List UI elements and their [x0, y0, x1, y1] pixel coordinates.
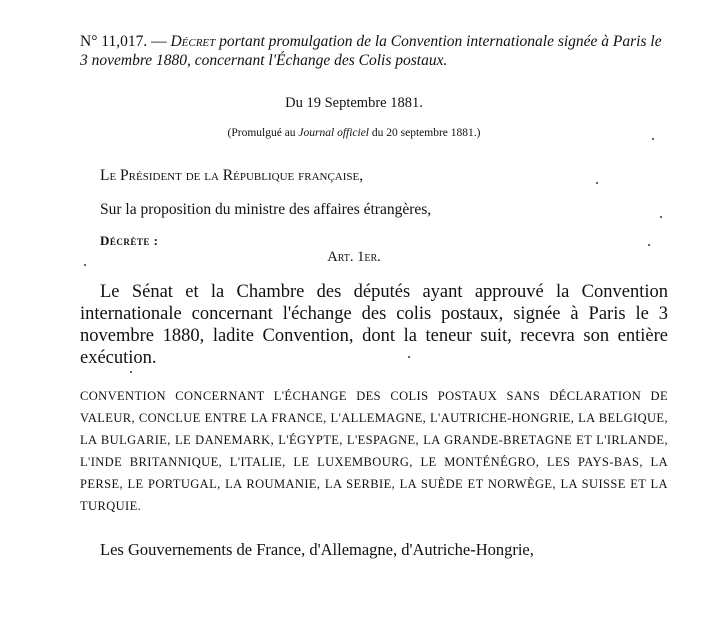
- scan-speck: [596, 182, 598, 184]
- scan-speck: [648, 244, 650, 246]
- scan-speck: [652, 138, 654, 140]
- promulgation-journal: Journal officiel: [298, 127, 370, 139]
- decree-number: N° 11,017.: [80, 33, 148, 50]
- scan-speck: [408, 356, 410, 358]
- decree-keyword: Décret: [170, 33, 216, 50]
- article-text: Le Sénat et la Chambre des députés ayant approuvé la Convention internationale concernant l'échange des colis postaux, signée à Paris le 3 novembre 1880, ladite Convention, dont la teneur suit, recevra son entière exécution.: [80, 282, 668, 368]
- proposition-line: Sur la proposition du ministre des affaires étrangères,: [100, 201, 432, 218]
- scan-speck: [660, 216, 662, 218]
- promulgation-close: du 20 septembre 1881.): [369, 127, 481, 139]
- decree-date: Du 19 Septembre 1881.: [285, 95, 423, 111]
- scan-speck: [84, 264, 86, 266]
- decree-dash: —: [147, 33, 171, 50]
- president-line: Le Président de la République française,: [100, 167, 364, 184]
- scan-speck: [130, 371, 132, 373]
- article-label: Art. 1er.: [327, 249, 381, 265]
- convention-opening: Les Gouvernements de France, d'Allemagne, d'Autriche-Hongrie,: [100, 540, 534, 559]
- promulgation-open: (Promulgué au: [227, 127, 299, 139]
- promulgation-note: [0, 127, 708, 139]
- convention-title: CONVENTION CONCERNANT L'ÉCHANGE DES COLIS POSTAUX SANS DÉCLARATION DE VALEUR, CONCLUE ENTRE LA FRANCE, L'ALLEMAGNE, L'AUTRICHE-HONGRIE, LA BELGIQUE, LA BULGARIE, LE DANEMARK, L'ÉGYPTE, L'ESPAGNE, LA GRANDE-BRETAGNE ET L'IRLANDE, L'INDE BRITANNIQUE, L'ITALIE, LE LUXEMBOURG, LE MONTÉNÉGRO, LES PAYS-BAS, LA PERSE, LE PORTUGAL, LA ROUMANIE, LA SERBIE, LA SUÈDE ET NORWÈGE, LA SUISSE ET LA TURQUIE.: [80, 389, 668, 513]
- decree-heading: [80, 32, 672, 70]
- decrete-line: Décrète :: [100, 233, 159, 248]
- decree-title: portant promulgation de la Convention internationale signée à Paris le 3 novembre 1880, concernant l'Échange des Colis postaux.: [80, 33, 662, 69]
